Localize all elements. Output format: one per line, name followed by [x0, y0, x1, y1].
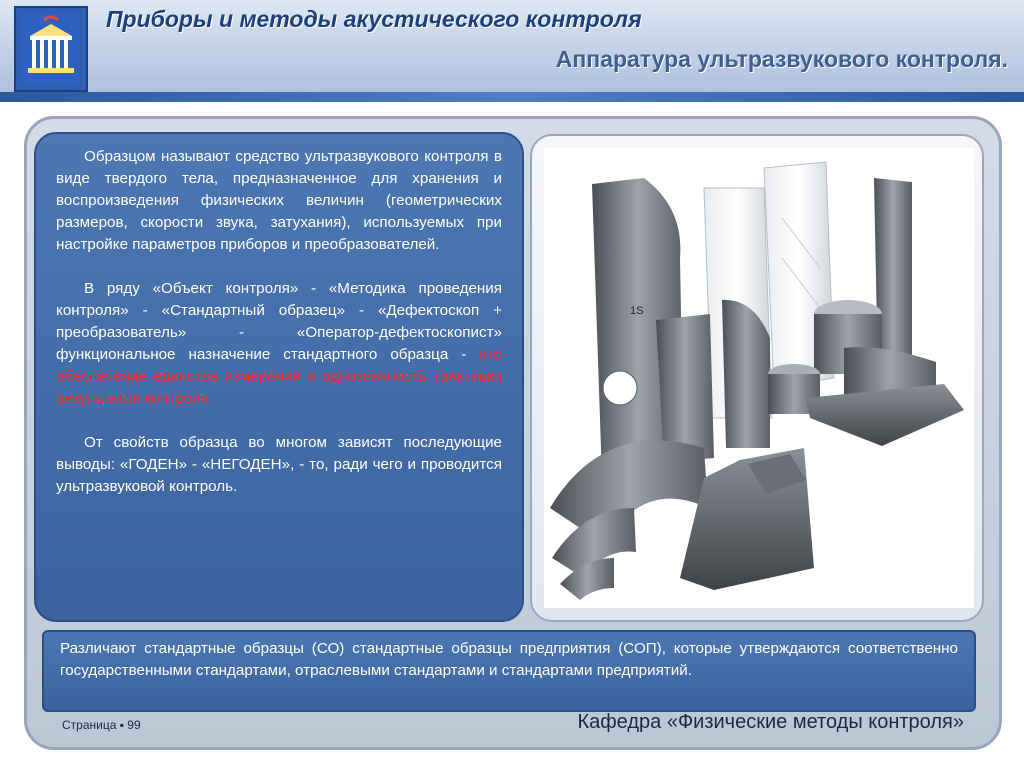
header-stripe [0, 92, 1024, 102]
purpose-paragraph: В ряду «Объект контроля» - «Методика проведения контроля» - «Стандартный образец» - «Дефектоскоп + преобразователь» - «Оператор-дефектоскопист» функциональное назначение стандартного образца - это обеспечение единства измерений и однозначность трактовки результатов контроля. [56, 280, 502, 407]
colonnade-emblem-icon [16, 8, 86, 90]
page-number: Страница ▪ 99 [62, 718, 141, 732]
department-name: Кафедра «Физические методы контроля» [577, 711, 964, 733]
sample-types-text: Различают стандартные образцы (СО) стандартные образцы предприятия (СОП), которые утверждаются соответственно государственными стандартами, отраслевыми стандартами и стандартами предприятий. [60, 640, 958, 679]
university-logo [14, 6, 88, 92]
sample-types-panel [42, 630, 976, 712]
slide-subtitle: Аппаратура ультразвукового контроля. [555, 46, 1008, 72]
conclusion-paragraph: От свойств образца во многом зависят последующие выводы: «ГОДЕН» - «НЕГОДЕН», - то, ради чего и проводится ультразвуковой контроль. [56, 434, 502, 495]
sample-label-1s: 1S [630, 305, 644, 317]
definition-paragraph: Образцом называют средство ультразвукового контроля в виде твердого тела, предназначенное для хранения и воспроизведения физических величин (геометрических размеров, скорости звука, затухания), используемых при настройке параметров приборов и преобразователей. [56, 148, 502, 253]
highlighted-purpose: это обеспечение единства измерений и однозначность трактовки результатов контроля. [56, 346, 502, 407]
slide-title: Приборы и методы акустического контроля [106, 6, 642, 32]
definition-panel [34, 132, 524, 622]
calibration-samples-photo [544, 148, 974, 608]
standard-samples-image [544, 148, 974, 608]
